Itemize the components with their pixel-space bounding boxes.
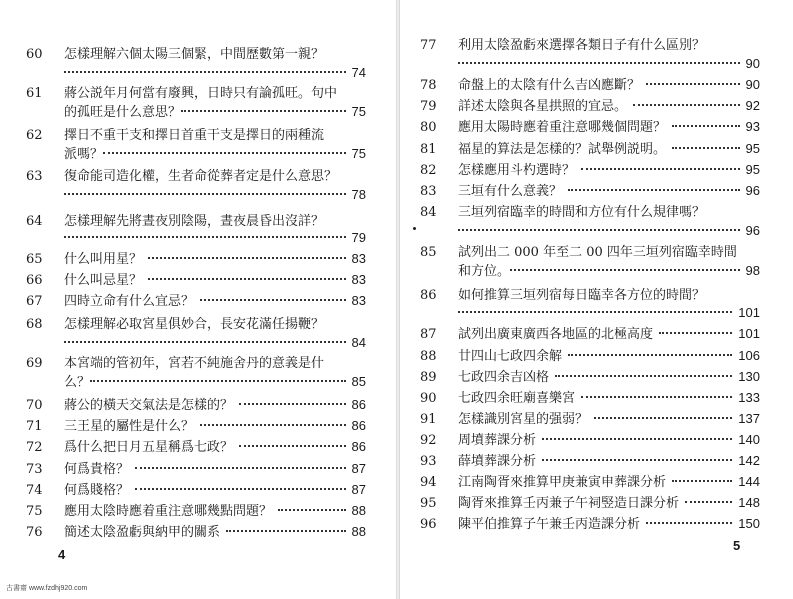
dot-leader [555,374,732,377]
entry-title: 周墳葬課分析 [458,433,537,448]
dot-leader [581,395,732,398]
entry-title-continued: 派嗎？ [64,147,104,162]
entry-number: 70 [26,398,43,413]
entry-number: 79 [420,99,437,114]
dot-leader [103,151,346,154]
entry-number: 81 [420,142,437,157]
entry-number: 76 [26,525,43,540]
entry-title: 應用太陰時應着重注意哪幾點問題？ [64,504,273,519]
entry-number: 64 [26,214,43,229]
dot-leader [90,379,346,382]
entry-title-continued: 的孤旺是什么意思？ [64,105,182,120]
entry-page: 86 [351,397,366,412]
toc-entry[interactable] [420,515,760,533]
entry-number: 77 [420,38,437,53]
dot-leader [278,508,346,511]
dot-leader [542,437,732,440]
entry-number: 82 [420,163,437,178]
dot-leader [181,109,346,112]
entry-title-continued: 么？ [64,375,91,390]
toc-entry-continuation [64,373,366,391]
toc-entry[interactable] [420,76,760,94]
entry-page: 144 [738,474,760,489]
right-page-number: 5 [733,538,741,553]
toc-entry[interactable] [26,271,366,289]
entry-number: 78 [420,78,437,93]
entry-title: 薛墳葬課分析 [458,454,537,469]
dot-leader [633,103,740,106]
entry-title: 什么叫用星？ [64,252,143,267]
toc-entry[interactable] [420,140,760,158]
toc-entry[interactable] [26,250,366,268]
entry-title: 四時立命有什么宜忌？ [64,294,195,309]
entry-title: 蔣公的橫天交氣法是怎樣的？ [64,398,234,413]
toc-entry[interactable] [26,438,366,456]
entry-number: 92 [420,433,437,448]
dot-leader [64,70,346,73]
dot-leader [200,423,346,426]
entry-number: 91 [420,412,437,427]
entry-page: 90 [745,77,760,92]
entry-title: 江南陶胥來推算甲庚兼寅申葬課分析 [458,475,667,490]
toc-entry[interactable] [420,431,760,449]
dot-leader [594,416,732,419]
toc-entry[interactable] [26,396,366,414]
toc-entry[interactable] [26,460,366,478]
entry-title: 廿四山七政四余解 [458,349,563,364]
toc-entry[interactable] [420,37,760,54]
entry-page: 98 [745,263,760,278]
entry-title: 福星的算法是怎樣的？試舉例説明。 [458,142,667,157]
dot-leader [135,466,346,469]
dot-leader [64,192,346,195]
entry-page: 150 [738,516,760,531]
dot-leader [672,479,732,482]
entry-page: 83 [351,272,366,287]
entry-number: 66 [26,273,43,288]
entry-title: 陶胥來推算壬丙兼子午祠竪造日課分析 [458,496,680,511]
entry-title: 如何推算三垣列宿每日臨幸各方位的時間？ [458,288,706,303]
entry-number: 65 [26,252,43,267]
entry-title: 三王星的屬性是什么？ [64,419,195,434]
ink-dot [413,227,416,230]
entry-number: 61 [26,86,43,101]
entry-page: 85 [351,374,366,389]
entry-number: 87 [420,327,437,342]
entry-page: 78 [351,187,366,202]
entry-number: 95 [420,496,437,511]
entry-page: 106 [738,348,760,363]
dot-leader [239,444,346,447]
entry-title: 怎樣理解必取宮星俱妙合，長安花滿任揚鞭？ [64,317,325,332]
entry-page: 101 [738,326,760,341]
entry-page: 92 [745,98,760,113]
entry-page: 87 [351,482,366,497]
entry-page: 88 [351,503,366,518]
entry-page: 93 [745,119,760,134]
toc-entry[interactable] [26,355,366,372]
entry-page: 95 [745,162,760,177]
entry-number: 85 [420,245,437,260]
entry-number: 72 [26,440,43,455]
entry-number: 84 [420,205,437,220]
entry-number: 80 [420,120,437,135]
entry-title: 命盤上的太陰有什么吉凶應斷？ [458,78,641,93]
entry-title-continued: 和方位。 [458,264,511,279]
entry-page: 88 [351,524,366,539]
entry-page: 148 [738,495,760,510]
dot-leader [685,500,732,503]
toc-entry[interactable] [420,473,760,491]
entry-number: 71 [26,419,43,434]
entry-title: 詳述太陰與各星拱照的宜忌。 [458,99,628,114]
entry-title: 試列出二 000 年至二 00 四年三垣列宿臨幸時間 [458,245,737,260]
entry-number: 68 [26,317,43,332]
dot-leader [64,235,346,238]
dot-leader [226,529,346,532]
entry-number: 96 [420,517,437,532]
toc-entry[interactable] [26,127,366,144]
toc-entry[interactable] [26,523,366,541]
toc-entry[interactable] [420,452,760,470]
entry-title: 七政四余旺廟喜樂宮 [458,391,576,406]
toc-entry-continuation [458,222,760,239]
dot-leader [542,458,732,461]
entry-page: 90 [745,56,760,71]
toc-entry[interactable] [26,168,366,185]
toc-entry[interactable] [420,347,760,365]
entry-number: 86 [420,288,437,303]
entry-page: 96 [745,183,760,198]
entry-title: 怎樣識別宮星的强弱？ [458,412,589,427]
dot-leader [458,310,732,313]
toc-entry[interactable] [420,325,760,343]
entry-page: 83 [351,293,366,308]
entry-number: 67 [26,294,43,309]
entry-number: 62 [26,128,43,143]
dot-leader [148,277,346,280]
entry-number: 93 [420,454,437,469]
toc-entry[interactable] [26,213,366,230]
toc-entry[interactable] [26,292,366,310]
dot-leader [568,188,740,191]
dot-leader [510,268,740,271]
dot-leader [458,228,740,231]
entry-number: 63 [26,169,43,184]
dot-leader [581,167,740,170]
entry-page: 84 [351,335,366,350]
entry-page: 75 [351,146,366,161]
toc-entry[interactable] [420,410,760,428]
right-page [400,0,793,560]
entry-title: 復命能司造化權，生者命從葬者定是什么意思？ [64,169,338,184]
entry-page: 86 [351,418,366,433]
entry-title: 何爲賤格？ [64,483,130,498]
dot-leader [135,487,346,490]
entry-page: 96 [745,223,760,238]
entry-page: 95 [745,141,760,156]
dot-leader [148,256,346,259]
entry-title: 怎樣應用斗杓選時？ [458,163,576,178]
toc-entry[interactable] [420,368,760,386]
toc-entry-continuation [64,334,366,351]
footer-watermark: 古書齋 www.fzdhj920.com [6,585,88,592]
entry-number: 89 [420,370,437,385]
toc-entry[interactable] [420,161,760,179]
dot-leader [239,402,346,405]
dot-leader [672,146,740,149]
toc-entry[interactable] [420,204,760,221]
entry-title: 應用太陽時應着重注意哪幾個問題？ [458,120,667,135]
dot-leader [646,82,740,85]
left-page-number: 4 [58,547,66,562]
left-page [0,0,396,560]
entry-title: 三垣有什么意義？ [458,184,563,199]
toc-entry-continuation [458,304,760,321]
toc-entry[interactable] [26,481,366,499]
dot-leader [568,353,732,356]
entry-number: 75 [26,504,43,519]
entry-number: 60 [26,47,43,62]
toc-entry[interactable] [420,244,760,261]
entry-title: 簡述太陰盈虧與納甲的關系 [64,525,221,540]
entry-title: 擇日不重干支和擇日首重干支是擇日的兩種流 [64,128,325,143]
entry-page: 130 [738,369,760,384]
toc-entry-continuation [64,103,366,121]
toc-entry-continuation [64,145,366,163]
entry-number: 88 [420,349,437,364]
toc-entry[interactable] [420,182,760,200]
dot-leader [659,331,732,334]
entry-page: 140 [738,432,760,447]
entry-title: 何爲貴格？ [64,462,130,477]
entry-title: 七政四余吉凶格 [458,370,550,385]
entry-title: 本宮端的管初年，宮若不純施舍丹的意義是什 [64,356,325,371]
entry-title: 試列出廣東廣西各地區的北極高度 [458,327,654,342]
toc-entry-continuation [64,186,366,203]
entry-page: 137 [738,411,760,426]
dot-leader [646,521,732,524]
entry-title: 利用太陰盈虧來選擇各類日子有什么區別？ [458,38,706,53]
entry-number: 73 [26,462,43,477]
entry-page: 83 [351,251,366,266]
toc-entry-continuation [458,262,760,280]
entry-page: 75 [351,104,366,119]
entry-page: 142 [738,453,760,468]
toc-entry-continuation [64,229,366,246]
entry-number: 74 [26,483,43,498]
toc-entry-continuation [64,64,366,81]
entry-title: 什么叫忌星？ [64,273,143,288]
dot-leader [672,124,740,127]
toc-entry[interactable] [26,502,366,520]
toc-entry[interactable] [420,287,760,304]
dot-leader [458,61,740,64]
entry-title: 蔣公説年月何當有廢興，日時只有論孤旺。句中 [64,86,338,101]
entry-number: 69 [26,356,43,371]
dot-leader [64,340,346,343]
entry-page: 79 [351,230,366,245]
toc-entry[interactable] [26,85,366,102]
entry-number: 90 [420,391,437,406]
entry-title: 怎樣理解先將晝夜別陰陽，晝夜晨昏出沒詳？ [64,214,325,229]
entry-page: 101 [738,305,760,320]
entry-number: 83 [420,184,437,199]
entry-title: 爲什么把日月五星稱爲七政？ [64,440,234,455]
entry-title: 陳平伯推算子午兼壬丙造課分析 [458,517,641,532]
dot-leader [200,298,346,301]
toc-entry[interactable] [26,417,366,435]
toc-entry[interactable] [420,494,760,512]
toc-entry-continuation [458,55,760,72]
toc-entry[interactable] [26,316,366,333]
toc-entry[interactable] [420,118,760,136]
entry-page: 87 [351,461,366,476]
toc-entry[interactable] [420,389,760,407]
entry-title: 三垣列宿臨幸的時間和方位有什么規律嗎？ [458,205,706,220]
entry-page: 74 [351,65,366,80]
entry-number: 94 [420,475,437,490]
entry-page: 86 [351,439,366,454]
entry-title: 怎樣理解六個太陽三個緊，中間歷數第一親？ [64,47,325,62]
entry-page: 133 [738,390,760,405]
toc-entry[interactable] [420,97,760,115]
toc-entry[interactable] [26,46,366,63]
